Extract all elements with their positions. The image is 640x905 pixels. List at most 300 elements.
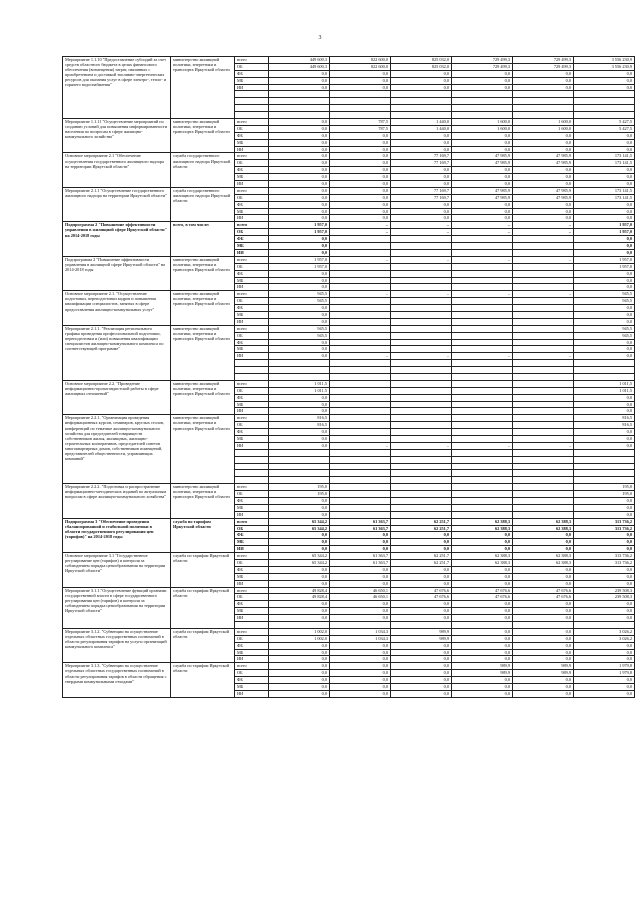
amount-cell — [330, 311, 391, 318]
empty-cell — [452, 98, 513, 105]
amount-cell — [452, 401, 513, 408]
amount-cell — [391, 318, 452, 325]
empty-cell — [574, 367, 635, 374]
amount-cell — [330, 318, 391, 325]
amount-cell: 47 985,9 — [452, 194, 513, 201]
amount-cell: 0,0 — [574, 243, 635, 250]
amount-cell — [330, 401, 391, 408]
table-row — [63, 57, 635, 64]
amount-cell: 0,0 — [391, 132, 452, 139]
amount-cell: 0,0 — [452, 635, 513, 642]
funding-source-label: МБ — [235, 311, 269, 318]
activity-name: Мероприятие 2.2.2. "Подготовка и распространение информационно-методических изданий по актуальным вопросам в сфере жилищно-коммунального хозяйства" — [63, 484, 171, 518]
amount-cell: 47 676,6 — [452, 587, 513, 594]
activity-name: Мероприятие 2.1.1 "Осуществление государственного жилищного надзора на территории Иркутской области" — [63, 187, 171, 221]
amount-cell — [330, 305, 391, 312]
amount-cell: 945,5 — [574, 325, 635, 332]
amount-cell: 0,0 — [269, 670, 330, 677]
table-row — [63, 380, 635, 387]
amount-cell: 0,0 — [330, 615, 391, 622]
amount-cell: 0,0 — [452, 546, 513, 553]
empty-cell — [574, 449, 635, 456]
empty-cell — [330, 367, 391, 374]
empty-cell — [235, 367, 269, 374]
funding-source-label: всего — [235, 187, 269, 194]
empty-cell — [391, 477, 452, 484]
amount-cell: 47 676,6 — [513, 594, 574, 601]
amount-cell: 0,0 — [269, 305, 330, 312]
amount-cell: – — [513, 256, 574, 263]
responsible-executor: министерство жилищной политики, энергетики и транспорта Иркутской области — [171, 256, 235, 290]
empty-cell — [452, 449, 513, 456]
empty-cell — [330, 456, 391, 463]
amount-cell — [513, 277, 574, 284]
responsible-executor: министерство жилищной политики, энергетики и транспорта Иркутской области — [171, 484, 235, 518]
amount-cell — [452, 263, 513, 270]
responsible-executor: служба государственного жилищного надзора Иркутской области — [171, 153, 235, 187]
amount-cell: 449 600,3 — [269, 57, 330, 64]
amount-cell: 0,0 — [391, 656, 452, 663]
amount-cell: 0,0 — [391, 139, 452, 146]
empty-cell — [574, 98, 635, 105]
amount-cell: 0,0 — [513, 546, 574, 553]
amount-cell — [330, 332, 391, 339]
empty-cell — [391, 98, 452, 105]
amount-cell: 945,5 — [574, 298, 635, 305]
amount-cell: 0,0 — [269, 174, 330, 181]
amount-cell: 729 499,3 — [452, 57, 513, 64]
amount-cell: 0,0 — [452, 580, 513, 587]
amount-cell: 0,0 — [330, 201, 391, 208]
amount-cell: 0,0 — [574, 608, 635, 615]
amount-cell: – — [330, 222, 391, 229]
amount-cell: 0,0 — [330, 181, 391, 188]
amount-cell: 729 499,3 — [513, 63, 574, 70]
funding-source-label: ФБ — [235, 498, 269, 505]
amount-cell: 0,0 — [269, 270, 330, 277]
amount-cell: 0,0 — [269, 284, 330, 291]
amount-cell: 0,0 — [391, 77, 452, 84]
amount-cell — [391, 284, 452, 291]
amount-cell: 65 344,2 — [269, 553, 330, 560]
empty-cell — [574, 477, 635, 484]
amount-cell: – — [391, 256, 452, 263]
empty-cell — [269, 360, 330, 367]
amount-cell: 47 676,6 — [452, 594, 513, 601]
funding-source-label: ОБ — [235, 560, 269, 567]
amount-cell — [513, 504, 574, 511]
amount-cell: 0,0 — [391, 539, 452, 546]
amount-cell: 989,9 — [391, 628, 452, 635]
amount-cell — [513, 346, 574, 353]
amount-cell — [391, 394, 452, 401]
amount-cell — [391, 339, 452, 346]
funding-source-label: ОБ — [235, 125, 269, 132]
amount-cell: 0,0 — [513, 566, 574, 573]
amount-cell: 0,0 — [513, 146, 574, 153]
amount-cell — [391, 298, 452, 305]
amount-cell: 239 508,3 — [574, 594, 635, 601]
responsible-executor: министерство жилищной политики, энергетики и транспорта Иркутской области — [171, 415, 235, 484]
amount-cell: 0,0 — [330, 539, 391, 546]
amount-cell: 1 440,0 — [391, 119, 452, 126]
amount-cell: 313 736,2 — [574, 553, 635, 560]
amount-cell: 47 676,6 — [513, 587, 574, 594]
responsible-executor: служба по тарифам Иркутской области — [171, 518, 235, 552]
table-row — [63, 518, 635, 525]
amount-cell: 1 979,8 — [574, 670, 635, 677]
empty-cell — [452, 105, 513, 112]
amount-cell: 1 957,0 — [574, 256, 635, 263]
amount-cell: 0,0 — [513, 174, 574, 181]
amount-cell: 0,0 — [452, 539, 513, 546]
table-row — [63, 663, 635, 670]
table-row — [63, 325, 635, 332]
amount-cell: 0,0 — [574, 435, 635, 442]
funding-source-label: ИИ — [235, 181, 269, 188]
amount-cell — [330, 491, 391, 498]
amount-cell: 0,0 — [269, 573, 330, 580]
amount-cell: 0,0 — [391, 546, 452, 553]
funding-source-label: ОБ — [235, 525, 269, 532]
empty-cell — [452, 373, 513, 380]
funding-source-label: ФБ — [235, 270, 269, 277]
amount-cell: 825 032,0 — [391, 57, 452, 64]
funding-source-label: всего — [235, 415, 269, 422]
amount-cell: 0,0 — [513, 208, 574, 215]
amount-cell: 1 440,0 — [391, 125, 452, 132]
amount-cell: 0,0 — [269, 339, 330, 346]
funding-source-label: ОБ — [235, 670, 269, 677]
amount-cell: 787,5 — [330, 125, 391, 132]
empty-cell — [513, 98, 574, 105]
responsible-executor: министерство жилищной политики, энергетики и транспорта Иркутской области — [171, 119, 235, 153]
amount-cell: 0,0 — [574, 649, 635, 656]
amount-cell: 47 985,9 — [452, 187, 513, 194]
amount-cell: 173 141,5 — [574, 194, 635, 201]
responsible-executor: служба по тарифам Иркутской области — [171, 628, 235, 662]
amount-cell: 1 600,0 — [452, 125, 513, 132]
empty-cell — [513, 360, 574, 367]
amount-cell — [513, 298, 574, 305]
amount-cell: 0,0 — [269, 208, 330, 215]
amount-cell: – — [330, 256, 391, 263]
amount-cell: 825 032,0 — [391, 63, 452, 70]
amount-cell — [452, 429, 513, 436]
amount-cell: 945,5 — [269, 298, 330, 305]
amount-cell — [391, 401, 452, 408]
amount-cell: 816,5 — [269, 422, 330, 429]
amount-cell: 0,0 — [269, 187, 330, 194]
empty-cell — [330, 470, 391, 477]
amount-cell — [391, 429, 452, 436]
amount-cell: 0,0 — [574, 401, 635, 408]
amount-cell: 0,0 — [269, 566, 330, 573]
amount-cell: 77 169,7 — [391, 153, 452, 160]
amount-cell — [452, 339, 513, 346]
amount-cell: 77 169,7 — [391, 187, 452, 194]
amount-cell: 47 985,9 — [452, 160, 513, 167]
amount-cell: – — [513, 229, 574, 236]
amount-cell: 0,0 — [574, 677, 635, 684]
funding-source-label: всего — [235, 256, 269, 263]
amount-cell: 0,0 — [513, 628, 574, 635]
amount-cell: 0,0 — [452, 532, 513, 539]
funding-source-label: ИИ — [235, 690, 269, 697]
amount-cell: 0,0 — [391, 670, 452, 677]
empty-cell — [391, 367, 452, 374]
amount-cell: 0,0 — [574, 442, 635, 449]
amount-cell: 1 957,0 — [574, 229, 635, 236]
amount-cell — [330, 243, 391, 250]
amount-cell: 729 499,3 — [513, 57, 574, 64]
amount-cell: 816,5 — [574, 422, 635, 429]
amount-cell — [452, 422, 513, 429]
amount-cell — [330, 429, 391, 436]
empty-cell — [330, 360, 391, 367]
activity-name: Мероприятие 1.1.11 "Осуществление мероприятий по созданию условий для повышения информированности населения по вопросам в сфере жилищно-коммунального хозяйства" — [63, 119, 171, 153]
amount-cell: 0,0 — [513, 684, 574, 691]
amount-cell: 0,0 — [330, 649, 391, 656]
amount-cell — [391, 325, 452, 332]
amount-cell: 62 388,3 — [452, 525, 513, 532]
amount-cell: 0,0 — [574, 601, 635, 608]
amount-cell: 0,0 — [391, 167, 452, 174]
funding-source-label: ФБ — [235, 566, 269, 573]
amount-cell — [513, 339, 574, 346]
amount-cell: 0,0 — [391, 532, 452, 539]
amount-cell: – — [330, 291, 391, 298]
amount-cell: 0,0 — [513, 84, 574, 91]
amount-cell: 0,0 — [330, 208, 391, 215]
amount-cell: 0,0 — [391, 70, 452, 77]
amount-cell: 0,0 — [269, 532, 330, 539]
amount-cell: – — [513, 442, 574, 449]
amount-cell — [330, 408, 391, 415]
amount-cell: 0,0 — [452, 656, 513, 663]
table-row — [63, 222, 635, 229]
amount-cell: 0,0 — [513, 132, 574, 139]
table-row — [63, 587, 635, 594]
amount-cell: 729 499,3 — [452, 63, 513, 70]
empty-cell — [452, 360, 513, 367]
amount-cell — [513, 305, 574, 312]
activity-name: Мероприятие 3.1.1."Осуществление функций органами государственной власти в сфере государственного регулирования цен (тарифов) и контроля за соблюдением порядка ценообразования на территории Иркутской области" — [63, 587, 171, 628]
amount-cell: 0,0 — [269, 146, 330, 153]
amount-cell — [513, 318, 574, 325]
empty-cell — [235, 470, 269, 477]
funding-source-label: ИИ — [235, 84, 269, 91]
amount-cell — [452, 236, 513, 243]
empty-cell — [235, 463, 269, 470]
amount-cell — [391, 380, 452, 387]
amount-cell — [452, 387, 513, 394]
amount-cell: 0,0 — [269, 132, 330, 139]
amount-cell — [330, 339, 391, 346]
amount-cell — [452, 325, 513, 332]
amount-cell: 0,0 — [330, 677, 391, 684]
amount-cell: – — [391, 229, 452, 236]
empty-cell — [574, 456, 635, 463]
amount-cell: – — [330, 229, 391, 236]
amount-cell: 0,0 — [269, 194, 330, 201]
funding-source-label: ФБ — [235, 677, 269, 684]
amount-cell — [391, 435, 452, 442]
amount-cell: 0,0 — [574, 642, 635, 649]
amount-cell: 0,0 — [574, 132, 635, 139]
amount-cell — [330, 504, 391, 511]
funding-source-label: ИИ — [235, 546, 269, 553]
amount-cell: 1 957,0 — [574, 263, 635, 270]
empty-cell — [269, 112, 330, 119]
funding-source-label: МБ — [235, 346, 269, 353]
amount-cell: 0,0 — [330, 566, 391, 573]
empty-cell — [269, 105, 330, 112]
funding-source-label: ФБ — [235, 394, 269, 401]
amount-cell: 0,0 — [269, 119, 330, 126]
amount-cell: 0,0 — [452, 208, 513, 215]
amount-cell: 0,0 — [513, 201, 574, 208]
amount-cell: 1 600,0 — [513, 119, 574, 126]
amount-cell: 61 363,7 — [330, 525, 391, 532]
empty-cell — [452, 477, 513, 484]
amount-cell — [513, 484, 574, 491]
amount-cell: 0,0 — [574, 181, 635, 188]
amount-cell: 0,0 — [574, 318, 635, 325]
amount-cell: 49 828,4 — [269, 587, 330, 594]
amount-cell — [452, 270, 513, 277]
amount-cell: 62 251,7 — [391, 553, 452, 560]
funding-source-label: МБ — [235, 608, 269, 615]
budget-table — [62, 56, 635, 698]
amount-cell: 0,0 — [452, 70, 513, 77]
amount-cell — [391, 311, 452, 318]
amount-cell: 0,0 — [574, 201, 635, 208]
amount-cell: 65 344,2 — [269, 518, 330, 525]
funding-source-label: всего — [235, 663, 269, 670]
amount-cell: 0,0 — [269, 580, 330, 587]
amount-cell: – — [391, 291, 452, 298]
amount-cell: 0,0 — [452, 84, 513, 91]
amount-cell: 0,0 — [269, 539, 330, 546]
empty-cell — [269, 470, 330, 477]
amount-cell: 1 600,0 — [452, 119, 513, 126]
empty-cell — [330, 622, 391, 629]
amount-cell — [513, 236, 574, 243]
amount-cell: 0,0 — [513, 70, 574, 77]
amount-cell: 989,9 — [513, 663, 574, 670]
empty-cell — [330, 98, 391, 105]
amount-cell: 0,0 — [269, 70, 330, 77]
funding-source-label: МБ — [235, 573, 269, 580]
amount-cell: 0,0 — [269, 504, 330, 511]
amount-cell: 0,0 — [574, 504, 635, 511]
empty-cell — [235, 91, 269, 98]
amount-cell — [513, 243, 574, 250]
funding-source-label: МБ — [235, 401, 269, 408]
amount-cell: 945,5 — [269, 325, 330, 332]
amount-cell: 0,0 — [330, 642, 391, 649]
amount-cell: 62 388,3 — [513, 560, 574, 567]
amount-cell: 62 388,3 — [513, 518, 574, 525]
amount-cell — [513, 401, 574, 408]
amount-cell: 945,5 — [574, 291, 635, 298]
amount-cell — [452, 243, 513, 250]
responsible-executor: служба государственного жилищного надзора Иркутской области — [171, 187, 235, 221]
amount-cell: 0,0 — [574, 539, 635, 546]
empty-cell — [452, 91, 513, 98]
funding-source-label: МБ — [235, 174, 269, 181]
funding-source-label: ИИ — [235, 442, 269, 449]
amount-cell — [391, 332, 452, 339]
amount-cell: 313 736,2 — [574, 525, 635, 532]
amount-cell: 47 985,9 — [513, 194, 574, 201]
amount-cell: 0,0 — [391, 146, 452, 153]
funding-source-label: ФБ — [235, 339, 269, 346]
amount-cell: 0,0 — [330, 690, 391, 697]
amount-cell: 47 985,9 — [513, 187, 574, 194]
activity-name: Мероприятие 1.1.10 "Предоставление субсидий за счет средств областного бюджета в целях финансового обеспечения (возмещения) затрат, связанных с приобретением и доставкой топливно-энергетических ресурсов для оказания услуг в сфере электро-, тепло- и горячего водоснабжения" — [63, 57, 171, 119]
amount-cell: 0,0 — [513, 601, 574, 608]
funding-source-label: ИИ — [235, 318, 269, 325]
amount-cell: 0,0 — [574, 208, 635, 215]
amount-cell: 0,0 — [391, 174, 452, 181]
empty-cell — [330, 91, 391, 98]
amount-cell — [391, 511, 452, 518]
amount-cell: 0,0 — [269, 353, 330, 360]
funding-source-label: ИИ — [235, 215, 269, 222]
funding-source-label: ОБ — [235, 194, 269, 201]
amount-cell — [391, 263, 452, 270]
empty-cell — [269, 367, 330, 374]
amount-cell: 816,5 — [574, 415, 635, 422]
amount-cell: 0,0 — [574, 656, 635, 663]
amount-cell: 0,0 — [574, 174, 635, 181]
empty-cell — [330, 105, 391, 112]
empty-cell — [513, 470, 574, 477]
amount-cell: 61 363,7 — [330, 518, 391, 525]
amount-cell: 313 736,2 — [574, 518, 635, 525]
amount-cell: 62 388,3 — [513, 553, 574, 560]
amount-cell: 0,0 — [269, 77, 330, 84]
funding-source-label: ФБ — [235, 70, 269, 77]
amount-cell: 3 026,2 — [574, 628, 635, 635]
activity-name: Основное мероприятие 3.1 "Государственное регулирование цен (тарифов) и контроля за соблюдением порядка ценообразования на территории Иркутской области" — [63, 553, 171, 587]
funding-source-label: всего — [235, 553, 269, 560]
amount-cell: 0,0 — [452, 146, 513, 153]
amount-cell: 0,0 — [574, 167, 635, 174]
amount-cell — [452, 249, 513, 256]
amount-cell: 0,0 — [269, 84, 330, 91]
amount-cell — [330, 298, 391, 305]
amount-cell: 0,0 — [574, 546, 635, 553]
amount-cell: 47 676,6 — [391, 587, 452, 594]
amount-cell: 0,0 — [452, 628, 513, 635]
amount-cell: 49 828,4 — [269, 594, 330, 601]
amount-cell: 0,0 — [330, 601, 391, 608]
empty-cell — [269, 456, 330, 463]
amount-cell: 816,5 — [269, 415, 330, 422]
amount-cell — [513, 435, 574, 442]
empty-cell — [391, 105, 452, 112]
amount-cell: 0,0 — [452, 139, 513, 146]
funding-source-label: ФБ — [235, 429, 269, 436]
amount-cell: 0,0 — [574, 215, 635, 222]
amount-cell: 0,0 — [391, 566, 452, 573]
amount-cell: 0,0 — [574, 77, 635, 84]
amount-cell: 46 650,1 — [330, 587, 391, 594]
empty-cell — [269, 98, 330, 105]
